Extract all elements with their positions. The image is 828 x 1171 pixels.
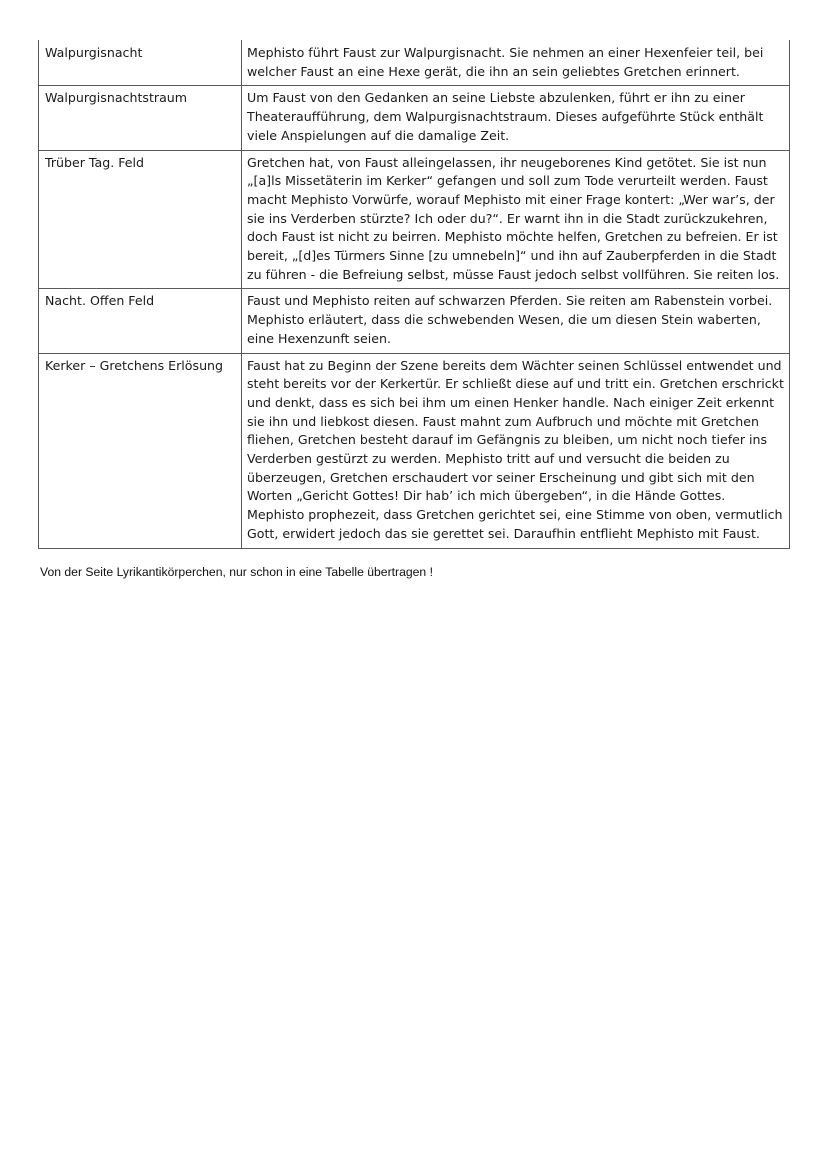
scene-name-cell: Nacht. Offen Feld xyxy=(39,289,242,353)
table-row xyxy=(39,150,790,289)
source-note: Von der Seite Lyrikantikörperchen, nur schon in eine Tabelle übertragen ! xyxy=(40,565,433,579)
scene-summary-table xyxy=(38,40,790,549)
table-row xyxy=(39,289,790,353)
table-row xyxy=(39,86,790,150)
table-row xyxy=(39,40,790,86)
scene-summary-cell: Faust und Mephisto reiten auf schwarzen Pferden. Sie reiten am Rabenstein vorbei. Mephisto erläutert, dass die schwebenden Wesen, die um diesen Stein waberten, eine Hexenzunft seien. xyxy=(242,289,790,353)
scene-name-cell: Walpurgisnachtstraum xyxy=(39,86,242,150)
scene-summary-cell: Gretchen hat, von Faust alleingelassen, ihr neugeborenes Kind getötet. Sie ist nun „[a]ls Missetäterin im Kerker“ gefangen und soll zum Tode verurteilt werden. Faust macht Mephisto Vorwürfe, worauf Mephisto mit einer Frage kontert: „Wer war’s, der sie ins Verderben stürzte? Ich oder du?“. Er warnt ihn in die Stadt zurückzukehren, doch Faust ist nicht zu beirren. Mephisto möchte helfen, Gretchen zu befreien. Er ist bereit, „[d]es Türmers Sinne [zu umnebeln]“ und ihn auf Zauberpferden in die Stadt zu führen - die Befreiung selbst, müsse Faust jedoch selbst vollführen. Sie reiten los. xyxy=(242,150,790,289)
scene-name-cell: Kerker – Gretchens Erlösung xyxy=(39,353,242,548)
scene-name-cell: Trüber Tag. Feld xyxy=(39,150,242,289)
scene-name-cell: Walpurgisnacht xyxy=(39,40,242,86)
scene-summary-cell: Faust hat zu Beginn der Szene bereits dem Wächter seinen Schlüssel entwendet und steht bereits vor der Kerkertür. Er schließt diese auf und tritt ein. Gretchen erschrickt und denkt, dass es sich bei ihm um einen Henker handle. Nach einiger Zeit erkennt sie ihn und liebkost diesen. Faust mahnt zum Aufbruch und möchte mit Gretchen fliehen, Gretchen besteht darauf im Gefängnis zu bleiben, um nicht noch tiefer ins Verderben gestürzt zu werden. Mephisto tritt auf und versucht die beiden zu überzeugen, Gretchen erschaudert vor seiner Erscheinung und gibt sich mit den Worten „Gericht Gottes! Dir hab’ ich mich übergeben“, in die Hände Gottes. Mephisto prophezeit, dass Gretchen gerichtet sei, eine Stimme von oben, vermutlich Gott, erwidert jedoch das sie gerettet sei. Daraufhin entflieht Mephisto mit Faust. xyxy=(242,353,790,548)
scene-summary-cell: Mephisto führt Faust zur Walpurgisnacht. Sie nehmen an einer Hexenfeier teil, bei welcher Faust an eine Hexe gerät, die ihn an sein geliebtes Gretchen erinnert. xyxy=(242,40,790,86)
table-row xyxy=(39,353,790,548)
scene-summary-cell: Um Faust von den Gedanken an seine Liebste abzulenken, führt er ihn zu einer Theateraufführung, dem Walpurgisnachtstraum. Dieses aufgeführte Stück enthält viele Anspielungen auf die damalige Zeit. xyxy=(242,86,790,150)
